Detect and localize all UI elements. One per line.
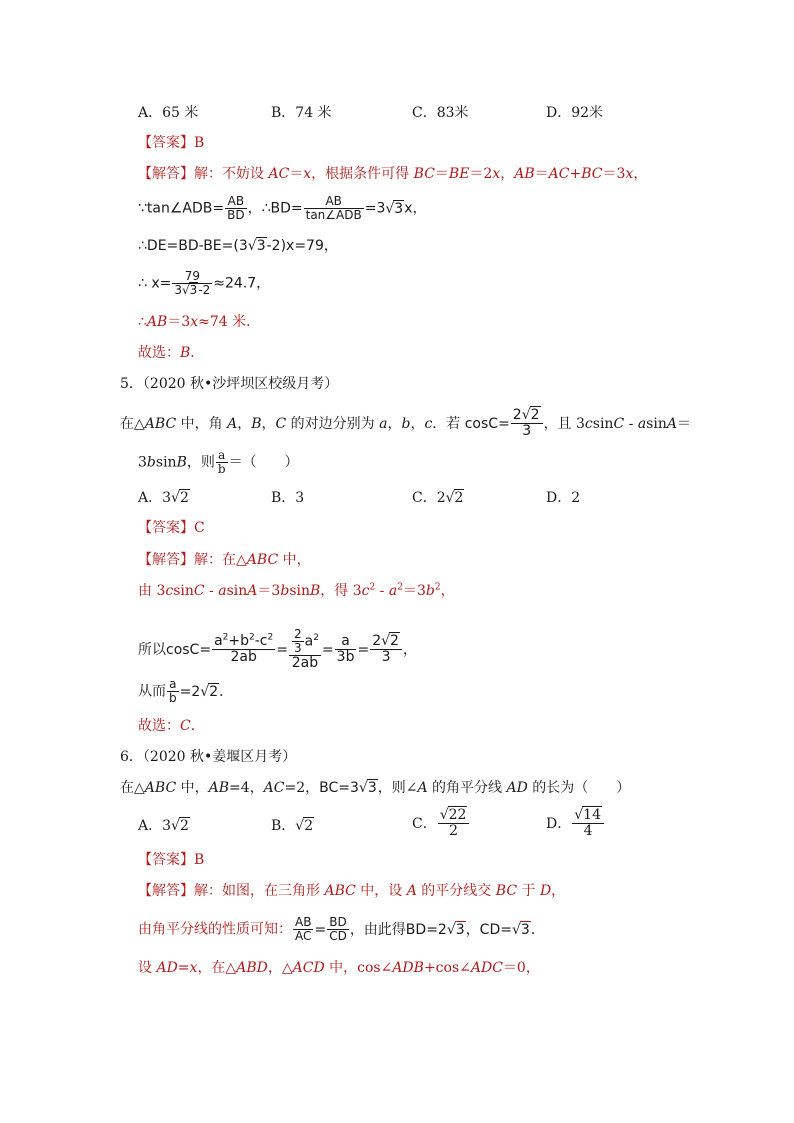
analysis-line-3: ∴DE=BD-BE=(3√3-2)x=79，	[138, 238, 338, 254]
analysis-tag: 【解答】	[138, 166, 194, 182]
q6-option-c: C． $\frac{√22}{2}$	[412, 808, 470, 840]
option-b: B．74 米	[271, 105, 332, 121]
q5-analysis-line-4: 从而 $\frac{a}{b}$ =2√2．	[138, 677, 234, 706]
q5-option-a: A．3√2	[138, 490, 189, 506]
analysis-line-6: 故选：B．	[138, 345, 205, 361]
answer-tag: 【答案】	[138, 520, 194, 536]
analysis-line-5: ∴AB＝3x≈74 米．	[138, 314, 261, 330]
q5-analysis-line-3: 所以cosC= $\frac{a^2+b^2-c^2}{2ab}$ = $\frac{2}{3}$ $a^2$ 2ab = $\frac{a}{3b}$ = $\frac{2√2}{3}$ ，	[138, 627, 417, 672]
answer-tag: 【答案】	[138, 852, 194, 868]
analysis-tag: 【解答】	[138, 883, 194, 899]
q5-answer-line	[138, 518, 205, 538]
q6-header: 6．（2020 秋•姜堰区月考）	[120, 749, 297, 765]
q6-analysis-line-3: 设 AD=x，在△ABD，△ACD 中，cos∠ADB+cos∠ADC＝0，	[138, 960, 540, 976]
q6-stem: 在△ABC 中，AB=4，AC=2，BC=3√3，则∠A 的角平分线 AD 的长为（ ）	[120, 780, 631, 796]
q5-stem-line-1: 在△ABC 中，角 A，B，C 的对边分别为 a，b，c．若 cosC= $\frac{2√2}{3}$ ，且 3csinC - asinA＝	[120, 407, 691, 440]
q6-analysis-line-1: 【解答】解：如图，在三角形 ABC 中，设 A 的平分线交 BC 于 D，	[138, 883, 566, 899]
q6-answer-line	[138, 850, 204, 870]
q5-option-c: C．2√2	[412, 490, 464, 506]
answer-line	[138, 133, 204, 153]
q5-analysis-line-5: 故选：C．	[138, 718, 205, 734]
q5-header: 5．（2020 秋•沙坪坝区校级月考）	[120, 376, 339, 392]
analysis-line-2: ∵tan∠ADB= $\frac{AB}{BD}$ ，∴BD= $\frac{AB}{\text{tan∠ADB}}$ =3√3x，	[138, 194, 427, 223]
analysis-tag: 【解答】	[138, 552, 194, 568]
q6-option-d: D． $\frac{√14}{4}$	[546, 808, 605, 840]
q6-analysis-line-2: 由角平分线的性质可知： $\frac{AB}{AC}$ = $\frac{BD}{CD}$ ，由此得BD=2√3，CD=√3．	[138, 915, 545, 944]
option-c: C．83米	[412, 105, 469, 121]
q6-option-b: B．√2	[271, 818, 314, 834]
answer-tag: 【答案】	[138, 135, 194, 151]
option-a: A．65 米	[138, 105, 199, 121]
q5-stem-line-2: 3bsinB，则 $\frac{a}{b}$ ＝（ ）	[138, 448, 299, 477]
q5-option-d: D．2	[546, 490, 581, 506]
q5-analysis-line-1: 【解答】解：在△ABC 中，	[138, 552, 311, 568]
analysis-line-4: ∴ x= $\frac{79}{3√3-2}$ ≈24.7，	[138, 269, 271, 298]
analysis-line-1: 【解答】解：不妨设 AC＝x，根据条件可得 BC＝BE＝2x，AB＝AC+BC＝3x，	[138, 166, 648, 182]
answer-value: B	[194, 135, 205, 151]
q5-analysis-line-2: 由 3csinC - asinA＝3bsinB，得 $3c^2 - a^2=3b^2$，	[138, 582, 455, 599]
q5-option-b: B．3	[271, 490, 305, 506]
q6-option-a: A．3√2	[138, 818, 189, 834]
option-d: D．92米	[546, 105, 604, 121]
answer-value: C	[194, 520, 205, 536]
answer-value: B	[194, 852, 205, 868]
